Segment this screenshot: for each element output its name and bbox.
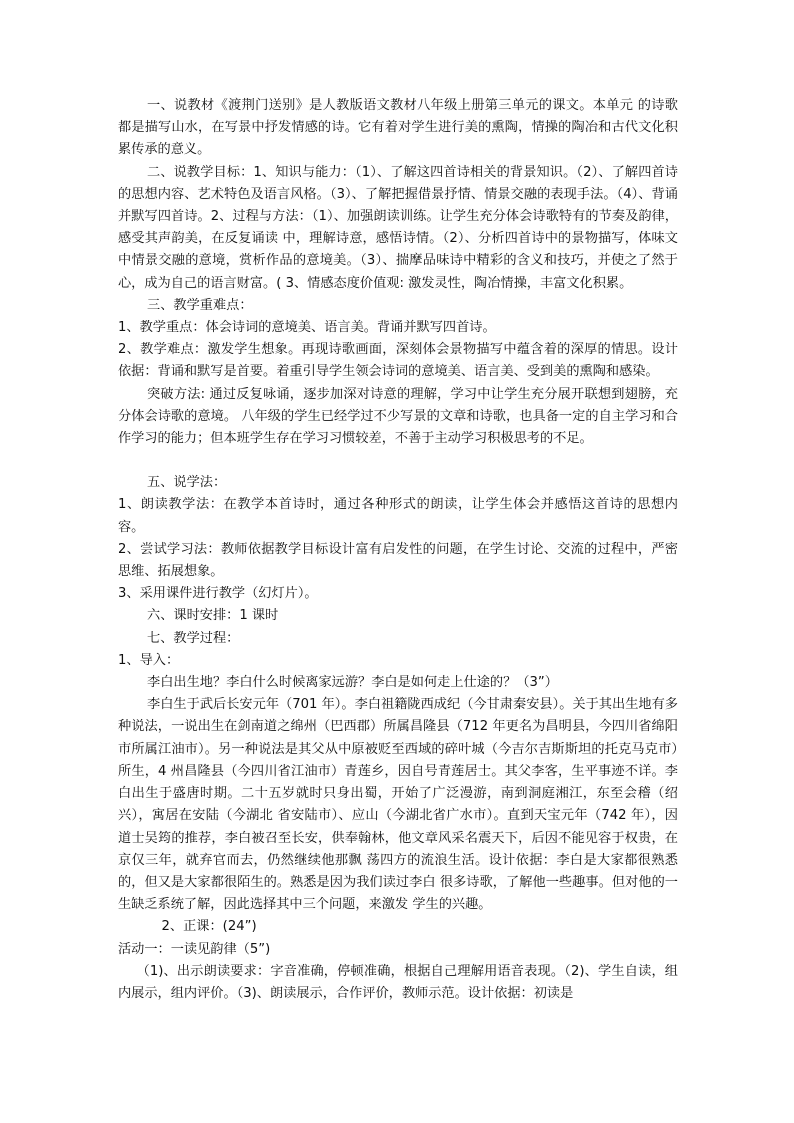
paragraph: 二、说教学目标：1、知识与能力：（1）、了解这四首诗相关的背景知识。（2）、了解四首诗的思想内容、艺术特色及语言风格。（3）、了解把握借景抒情、情景交融的表现手法。（4）、背诵并默写四首诗。2、过程与方法：（1）、加强朗读训练。让学生充分体会诗歌特有的节奏及韵律，感受其声韵美，在反复诵读 中，理解诗意，感悟诗情。（2）、分析四首诗中的景物描写，体味文中情景交融的意境，赏析作品的意境美。（3）、揣摩品味诗中精彩的含义和技巧，并使之了然于心，成为自己的语言财富。( 3、情感态度价值观: 激发灵性，陶冶情操，丰富文化积累。 (118, 164, 678, 291)
paragraph: 1、导入： (118, 652, 180, 668)
paragraph: 1、教学重点：体会诗词的意境美、语言美。背诵并默写四首诗。 (118, 320, 496, 336)
paragraph: 2、教学难点：激发学生想象。再现诗歌画面，深刻体会景物描写中蕴含着的深厚的情思。设计依据：背诵和默写是首要。着重引导学生领会诗词的意境美、语言美、受到美的熏陶和感染。 (118, 342, 678, 380)
document-body (118, 95, 678, 1005)
blank-line (118, 450, 678, 472)
paragraph: 突破方法: 通过反复咏诵，逐步加深对诗意的理解，学习中让学生充分展开联想到翅膀，充分体会诗歌的意境。 八年级的学生已经学过不少写景的文章和诗歌，也具备一定的自主学习和合作学习的能力；但本班学生存在学习习惯较差，不善于主动学习积极思考的不足。 (118, 386, 678, 447)
paragraph: 五、说学法： (147, 475, 227, 491)
paragraph: 一、说教材《渡荆门送别》是人教版语文教材八年级上册第三单元的课文。本单元 的诗歌都是描写山水，在写景中抒发情感的诗。它有着对学生进行美的熏陶，情操的陶冶和古代文化积累传承的意义。 (118, 98, 678, 158)
paragraph: 3、采用课件进行教学（幻灯片）。 (118, 586, 318, 602)
paragraph: 六、课时安排：1 课时 (147, 608, 279, 624)
paragraph: 2、尝试学习法：教师依据教学目标设计富有启发性的问题，在学生讨论、交流的过程中，严密思维、拓展想象。 (118, 541, 678, 580)
paragraph: 2、正课：(24”) (161, 919, 257, 935)
paragraph: （1)、出示朗读要求：字音准确，停顿准确，根据自己理解用语音表现。（2)、学生自读，组内展示，组内评价。（3)、朗读展示，合作评价，教师示范。设计依据：初读是 (118, 963, 678, 1001)
paragraph: 七、教学过程： (147, 630, 240, 646)
paragraph: 李白出生地？李白什么时候离家远游？李白是如何走上仕途的？（3”） (147, 675, 558, 691)
paragraph: 1、朗读教学法：在教学本首诗时，通过各种形式的朗读，让学生体会并感悟这首诗的思想内容。 (118, 497, 678, 535)
paragraph: 三、教学重难点： (147, 297, 253, 313)
paragraph: 活动一：一读见韵律（5”) (118, 941, 271, 957)
paragraph: 李白生于武后长安元年（701 年）。李白祖籍陇西成纪（今甘肃秦安县）。关于其出生地有多种说法，一说出生在剑南道之绵州（巴西郡）所属昌隆县（712 年更名为昌明县，今四川省绵阳市所属江油市）。另一种说法是其父从中原被贬至西域的碎叶城（今吉尔吉斯斯坦的托克马克市）所生，4 州昌隆县（今四川省江油市）青莲乡，因自号青莲居士。其父李客，生平事迹不详。李白出生于盛唐时期。二十五岁就时只身出蜀，开始了广泛漫游，南到洞庭湘江，东至会稽（绍兴），寓居在安陆（今湖北 省安陆市）、应山（今湖北省广水市）。直到天宝元年（742 年），因道士吴筠的推荐，李白被召至长安，供奉翰林，他文章风采名震天下，后因不能见容于权贵，在京仅三年，就弃官而去，仍然继续他那飘 荡四方的流浪生活。设计依据：李白是大家都很熟悉的，但又是大家都很陌生的。熟悉是因为我们读过李白 很多诗歌，了解他一些趣事。但对他的一生缺乏系统了解，因此选择其中三个问题，来激发 学生的兴趣。 (118, 697, 678, 913)
